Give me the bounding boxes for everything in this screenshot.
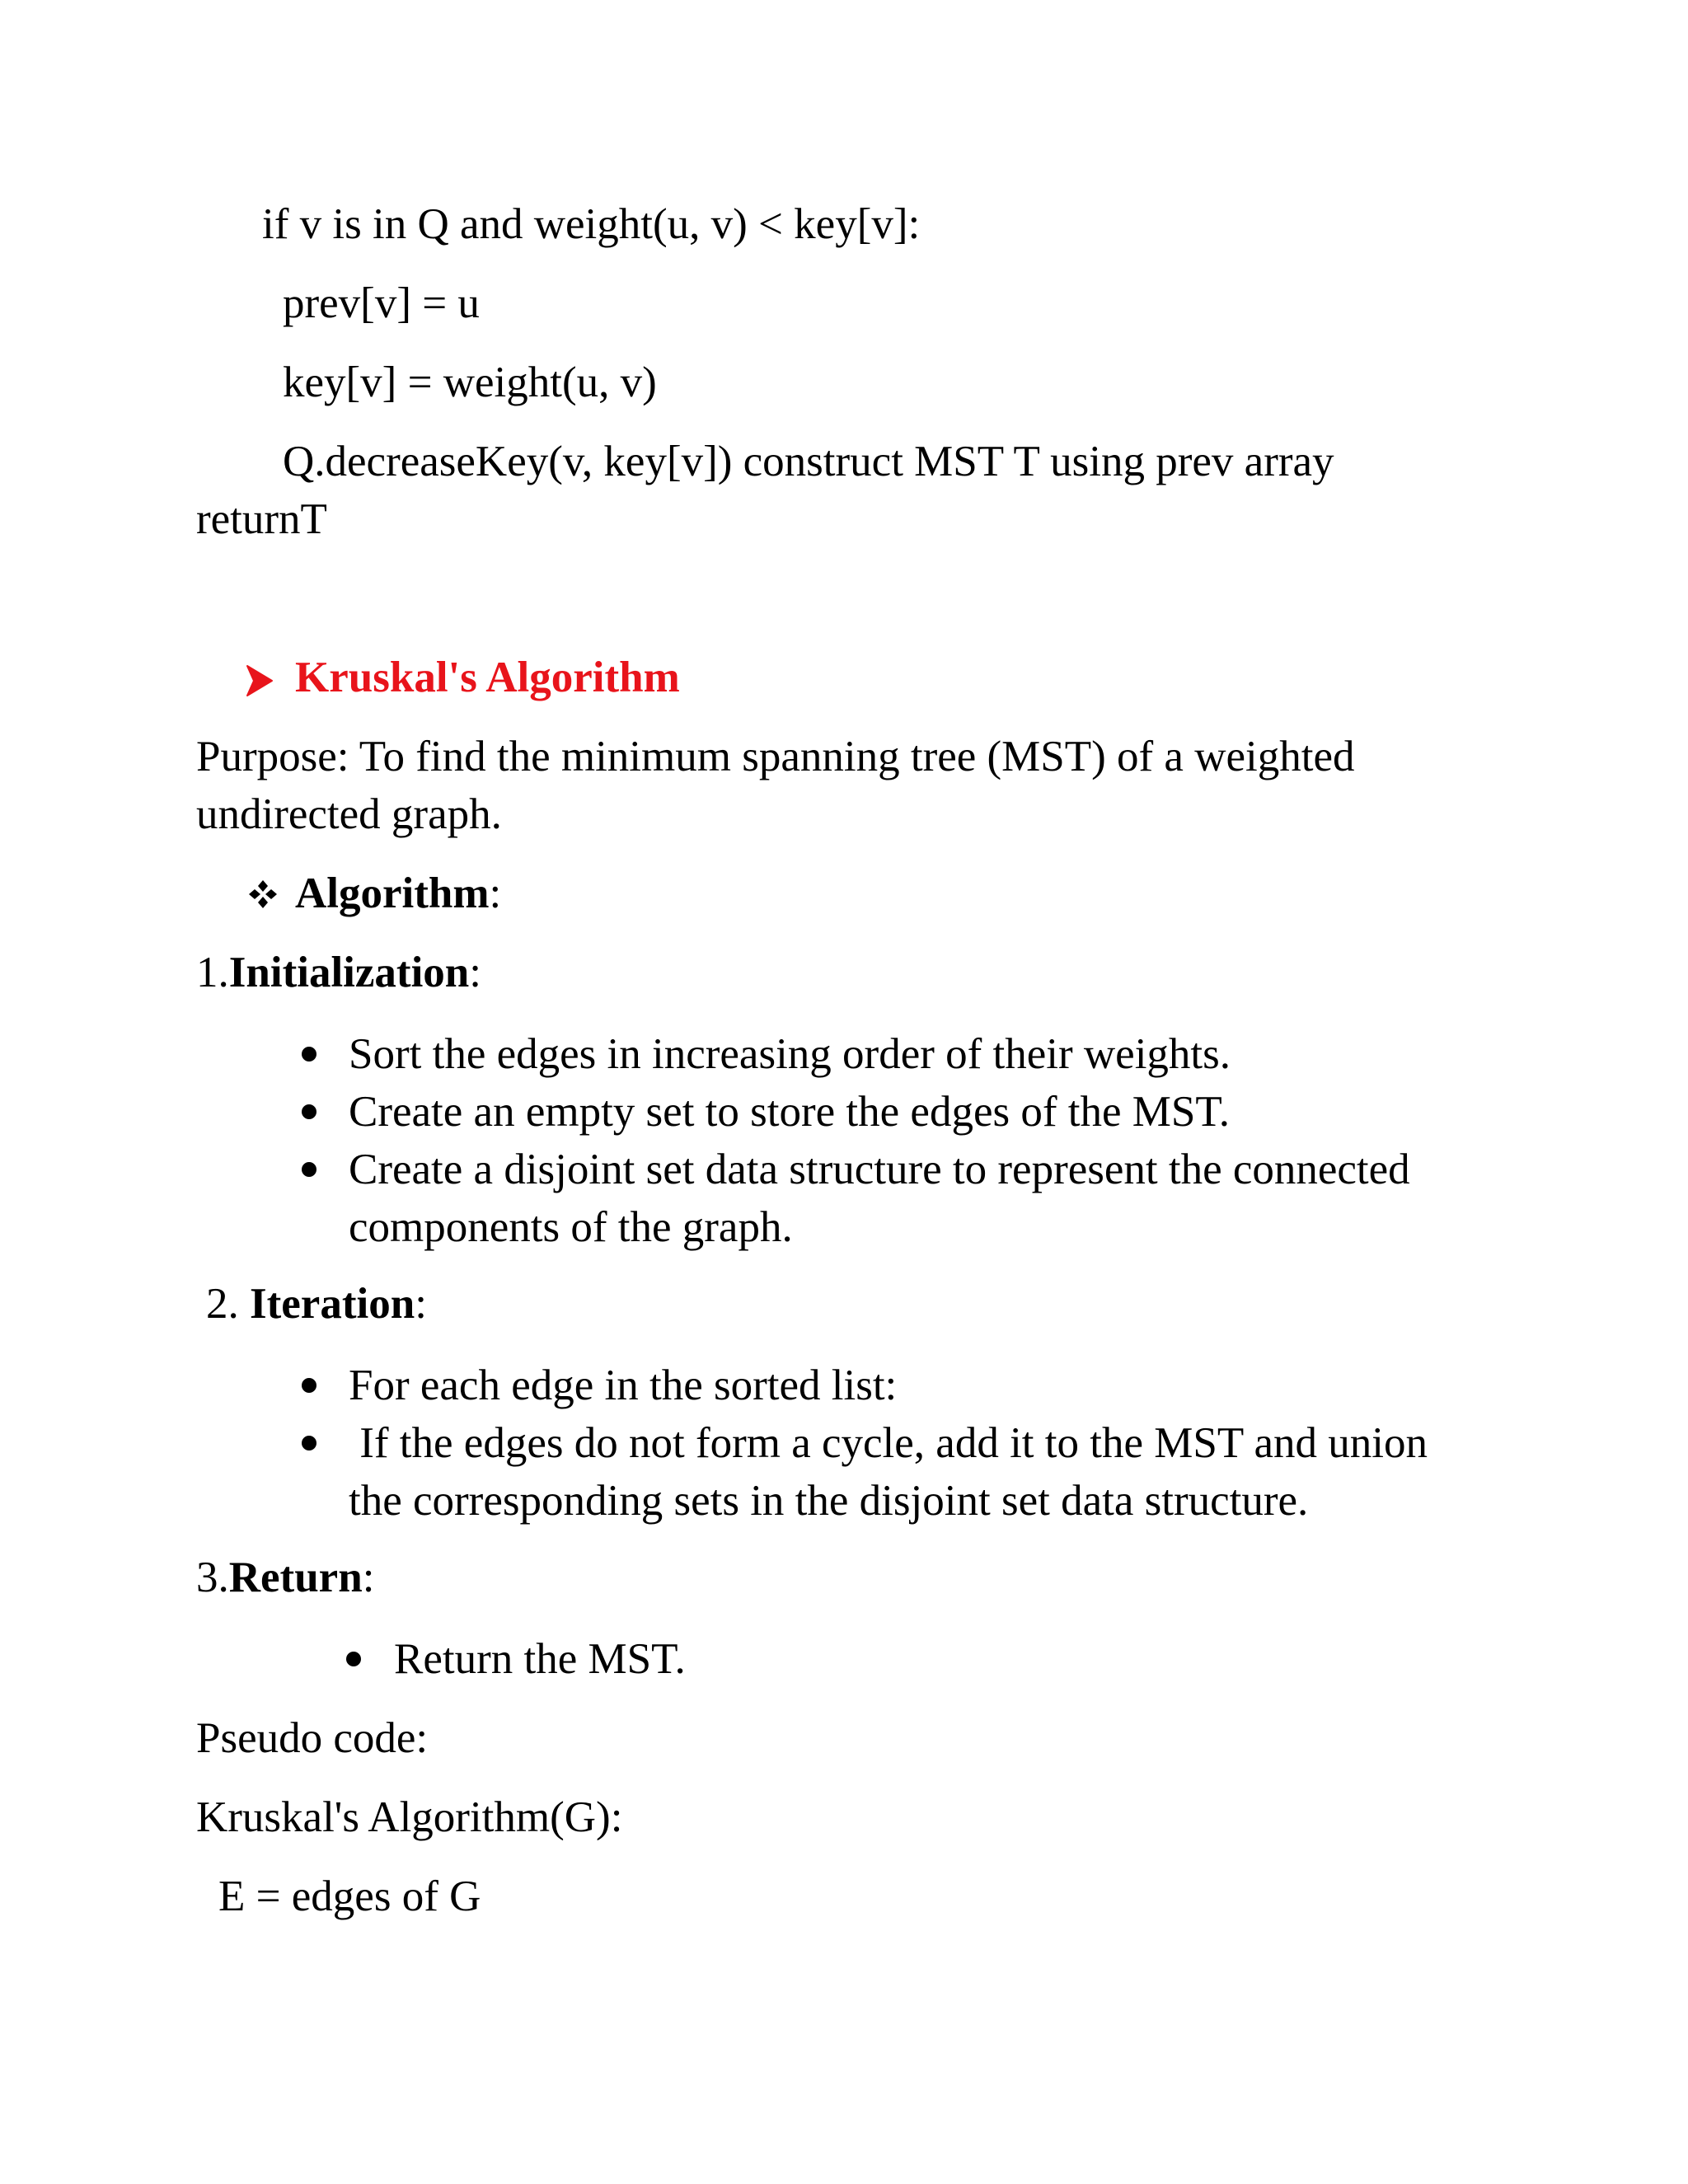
pseudo-code-line-2: E = edges of G (218, 1872, 481, 1920)
list-item: Return the MST. (394, 1635, 686, 1683)
code-line-if: if v is in Q and weight(u, v) < key[v]: (262, 200, 921, 248)
list-item: Sort the edges in increasing order of their weights. (349, 1030, 1231, 1078)
list-item-continuation: the corresponding sets in the disjoint set data structure. (349, 1477, 1309, 1525)
pseudo-code-label: Pseudo code: (196, 1714, 429, 1762)
code-line-decrease-key: Q.decreaseKey(v, key[v]) construct MST T using prev array (283, 438, 1334, 485)
step-number: 1. (196, 949, 229, 996)
bullet-dot (302, 1436, 316, 1451)
step-colon: : (469, 949, 482, 996)
algorithm-colon: : (489, 869, 502, 917)
bullet-dot (302, 1378, 316, 1393)
purpose-line-2: undirected graph. (196, 790, 502, 838)
bullet-dot (302, 1047, 316, 1062)
step-colon: : (362, 1554, 375, 1601)
step-title: Iteration (250, 1280, 415, 1328)
arrowhead-bullet-icon (246, 664, 274, 697)
step-number: 2. (206, 1280, 250, 1328)
step-heading-return (196, 1551, 374, 1604)
list-item: For each edge in the sorted list: (349, 1361, 898, 1409)
code-line-key: key[v] = weight(u, v) (283, 359, 657, 406)
list-item: Create a disjoint set data structure to represent the connected (349, 1146, 1410, 1193)
step-colon: : (415, 1280, 427, 1328)
purpose-line-1: Purpose: To find the minimum spanning tree (MST) of a weighted (196, 733, 1355, 780)
list-item: Create an empty set to store the edges of the MST. (349, 1088, 1231, 1136)
code-line-prev: prev[v] = u (283, 279, 480, 327)
four-diamond-bullet-icon (247, 879, 279, 910)
pseudo-code-line-1: Kruskal's Algorithm(G): (196, 1793, 623, 1841)
bullet-dot (302, 1162, 316, 1177)
bullet-dot (346, 1652, 361, 1666)
section-heading-kruskal: Kruskal's Algorithm (295, 654, 680, 701)
bullet-dot (302, 1104, 316, 1119)
list-item: If the edges do not form a cycle, add it to the MST and union (349, 1419, 1428, 1467)
algorithm-label: Algorithm (295, 869, 490, 917)
code-line-return: returnT (196, 495, 327, 543)
step-heading-iteration (206, 1277, 427, 1330)
list-item-continuation: components of the graph. (349, 1203, 793, 1251)
algorithm-subheading (295, 867, 501, 920)
step-heading-initialization (196, 946, 481, 999)
step-title: Return (228, 1554, 363, 1601)
step-number: 3. (196, 1554, 229, 1601)
step-title: Initialization (228, 949, 470, 996)
